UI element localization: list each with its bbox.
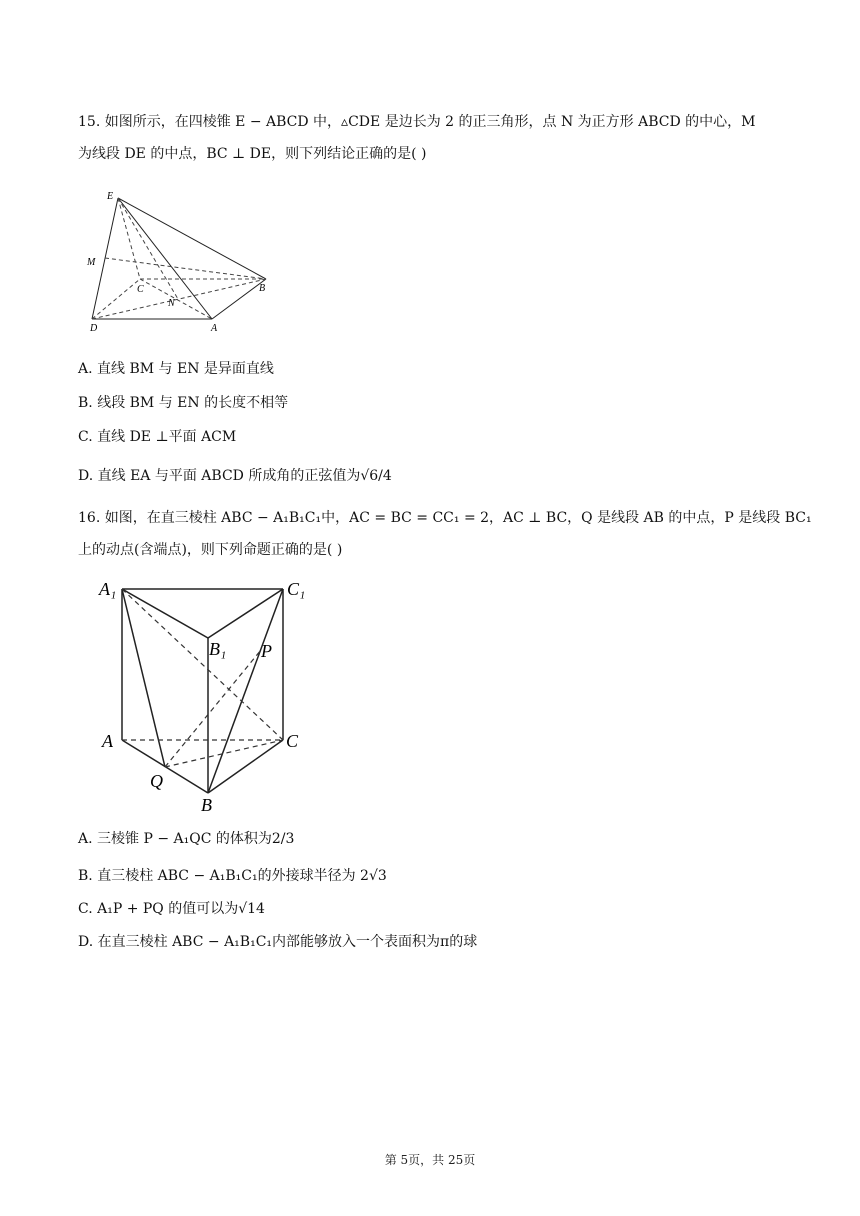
q16-option-a: A. 三棱锥 P − A₁QC 的体积为2/3 [78,831,295,847]
q16-label-b: B [201,795,212,815]
q15-option-c: C. 直线 DE ⊥平面 ACM [78,429,237,445]
page-footer: 第 5页，共 25页 [384,1153,476,1167]
q16-option-b: B. 直三棱柱 ABC − A₁B₁C₁的外接球半径为 2√3 [78,868,387,884]
q15-option-d: D. 直线 EA 与平面 ABCD 所成角的正弦值为√6/4 [78,468,392,484]
q16-prism-figure [95,575,315,815]
q16-option-c: C. A₁P + PQ 的值可以为√14 [78,901,265,917]
q15-label-d: D [90,323,98,333]
q15-stem-line1: 15. 如图所示，在四棱锥 E − ABCD 中，▵CDE 是边长为 2 的正三角形，点 N 为正方形 ABCD 的中心，M [78,114,756,130]
q15-stem-line2: 为线段 DE 的中点，BC ⊥ DE，则下列结论正确的是( ) [78,146,427,162]
q15-pyramid-figure [80,188,280,333]
q16-label-a: A [102,731,113,751]
q15-label-e: E [107,191,114,202]
q15-option-a: A. 直线 BM 与 EN 是异面直线 [78,361,274,377]
q16-label-p: P [261,641,272,661]
q15-label-c: C [137,284,144,295]
q16-label-b1: B₁ [209,639,227,659]
q15-label-b: B [259,283,266,294]
q16-label-c1: C₁ [287,579,306,599]
q16-stem-line2: 上的动点(含端点)，则下列命题正确的是( ) [78,542,343,558]
q15-label-m: M [87,257,96,268]
q16-stem-line1: 16. 如图，在直三棱柱 ABC − A₁B₁C₁中，AC = BC = CC₁ = 2，AC ⊥ BC，Q 是线段 AB 的中点，P 是线段 BC₁ [78,510,812,526]
q16-label-c: C [286,731,299,751]
q16-option-d: D. 在直三棱柱 ABC − A₁B₁C₁内部能够放入一个表面积为π的球 [78,934,478,950]
q15-label-a: A [211,323,218,333]
q16-label-q: Q [150,771,163,791]
q16-label-a1: A₁ [99,579,117,599]
q15-option-b: B. 线段 BM 与 EN 的长度不相等 [78,395,289,411]
q15-label-n: N [168,298,175,309]
